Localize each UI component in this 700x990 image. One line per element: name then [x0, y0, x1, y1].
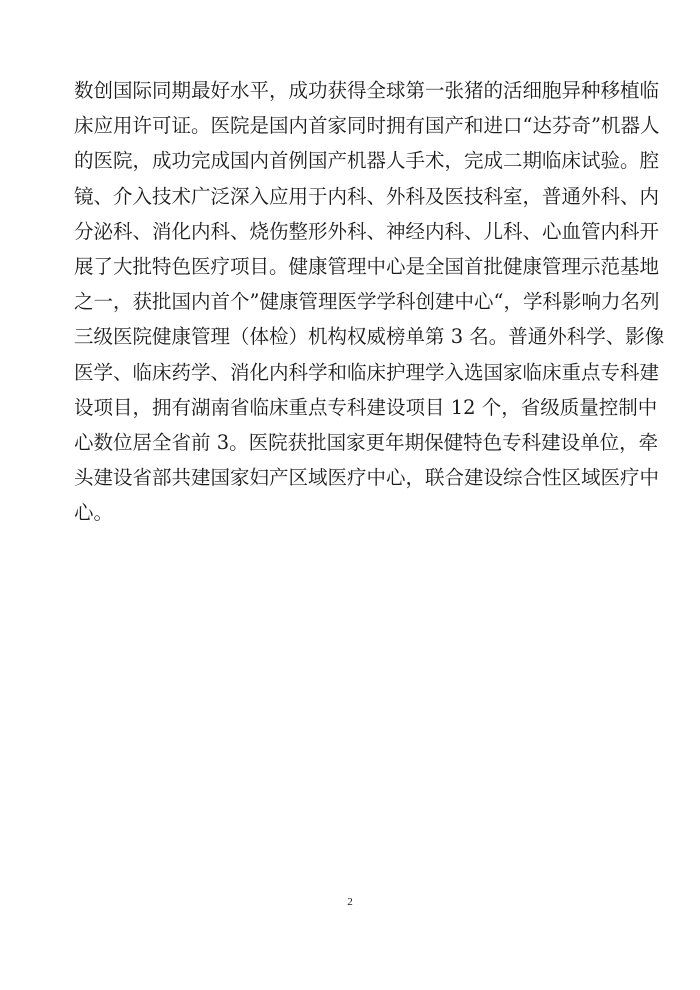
paragraph-line: 床应用许可证。医院是国内首家同时拥有国产和进口“达芬奇”机器人	[74, 114, 660, 138]
body-paragraph	[74, 73, 665, 530]
paragraph-line: 的医院，成功完成国内首例国产机器人手术，完成二期临床试验。腔	[74, 149, 660, 173]
paragraph-line: 心。	[74, 501, 114, 525]
paragraph-line: 设项目，拥有湖南省临床重点专科建设项目 12 个，省级质量控制中	[74, 395, 658, 419]
paragraph-line: 头建设省部共建国家妇产区域医疗中心，联合建设综合性区域医疗中	[74, 466, 660, 490]
paragraph-line: 之一，获批国内首个”健康管理医学学科创建中心“，学科影响力名列	[74, 290, 660, 314]
page-number: 2	[347, 896, 353, 908]
paragraph-line: 展了大批特色医疗项目。健康管理中心是全国首批健康管理示范基地	[74, 254, 660, 278]
paragraph-line: 心数位居全省前 3。医院获批国家更年期保健特色专科建设单位，牵	[74, 430, 659, 454]
paragraph-line: 三级医院健康管理（体检）机构权威榜单第 3 名。普通外科学、影像	[74, 325, 665, 349]
paragraph-line: 镜、介入技术广泛深入应用于内科、外科及医技科室，普通外科、内	[74, 184, 660, 208]
paragraph-line: 分泌科、消化内科、烧伤整形外科、神经内科、儿科、心血管内科开	[74, 219, 660, 243]
paragraph-line: 数创国际同期最好水平，成功获得全球第一张猪的活细胞异种移植临	[74, 79, 660, 102]
paragraph-line: 医学、临床药学、消化内科学和临床护理学入选国家临床重点专科建	[74, 360, 660, 384]
